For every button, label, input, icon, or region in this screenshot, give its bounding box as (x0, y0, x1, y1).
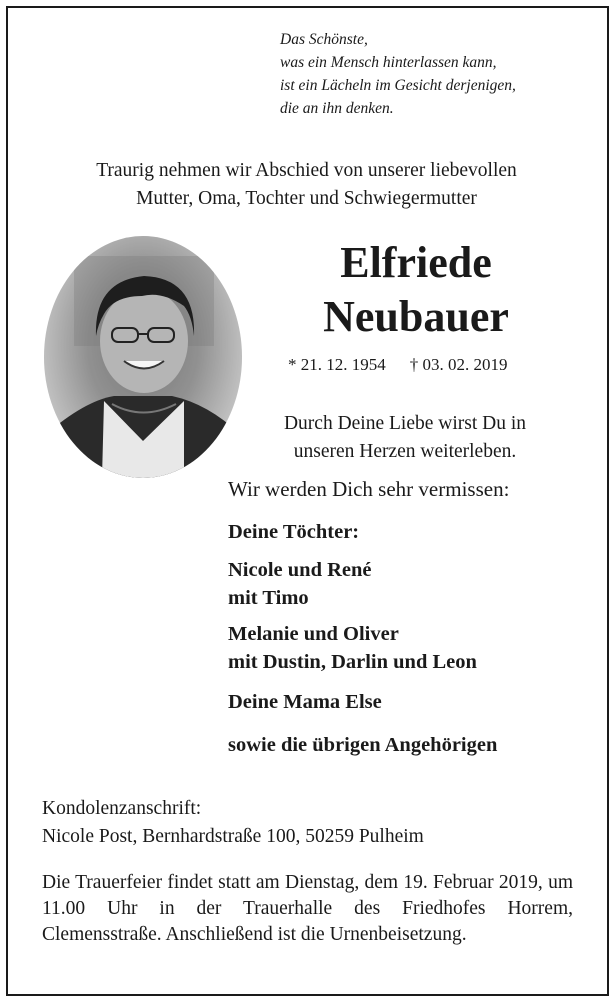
quote-line: was ein Mensch hinterlassen kann, (280, 54, 497, 71)
mourner-family-1 (228, 556, 372, 612)
intro-text (20, 157, 593, 213)
quote-line: die an ihn denken. (280, 100, 394, 117)
intro-line: Traurig nehmen wir Abschied von unserer liebevollen (96, 160, 517, 181)
life-dates (288, 355, 508, 375)
condolence-address-line: Nicole Post, Bernhardstraße 100, 50259 Pulheim (42, 826, 424, 847)
deceased-last-name: Neubauer (323, 292, 509, 341)
mourner-mother: Deine Mama Else (228, 691, 382, 713)
quote-line: ist ein Lächeln im Gesicht derjenigen, (280, 77, 516, 94)
intro-line: Mutter, Oma, Tochter und Schwiegermutter (136, 188, 477, 209)
mourner-line: mit Dustin, Darlin und Leon (228, 651, 477, 673)
mourner-family-2 (228, 620, 477, 676)
condolence-address (42, 795, 424, 851)
mourner-line: mit Timo (228, 587, 309, 609)
daughters-heading: Deine Töchter: (228, 521, 360, 543)
death-date: † 03. 02. 2019 (409, 355, 508, 374)
quote-line: Das Schönste, (280, 31, 368, 48)
mourner-line: Melanie und Oliver (228, 623, 399, 645)
portrait-photo (44, 236, 242, 478)
mourner-line: Nicole und René (228, 559, 372, 581)
funeral-notice: Die Trauerfeier findet statt am Dienstag, dem 19. Februar 2019, um 11.00 Uhr in der Trauerhalle des Friedhofes Horrem, Clemensstraße. Anschließend ist die Urnenbeisetzung. (42, 872, 573, 945)
mourner-others: sowie die übrigen Angehörigen (228, 734, 498, 756)
motto-line: Durch Deine Liebe wirst Du in (283, 413, 527, 434)
memorial-motto (250, 410, 560, 466)
motto-line: unseren Herzen weiterleben. (293, 441, 517, 462)
memorial-quote (280, 28, 516, 120)
deceased-first-name: Elfriede (340, 238, 492, 287)
birth-date: * 21. 12. 1954 (288, 355, 386, 374)
portrait-illustration (44, 236, 242, 478)
miss-statement: Wir werden Dich sehr vermissen: (228, 477, 510, 501)
condolence-label: Kondolenzanschrift: (42, 798, 202, 819)
